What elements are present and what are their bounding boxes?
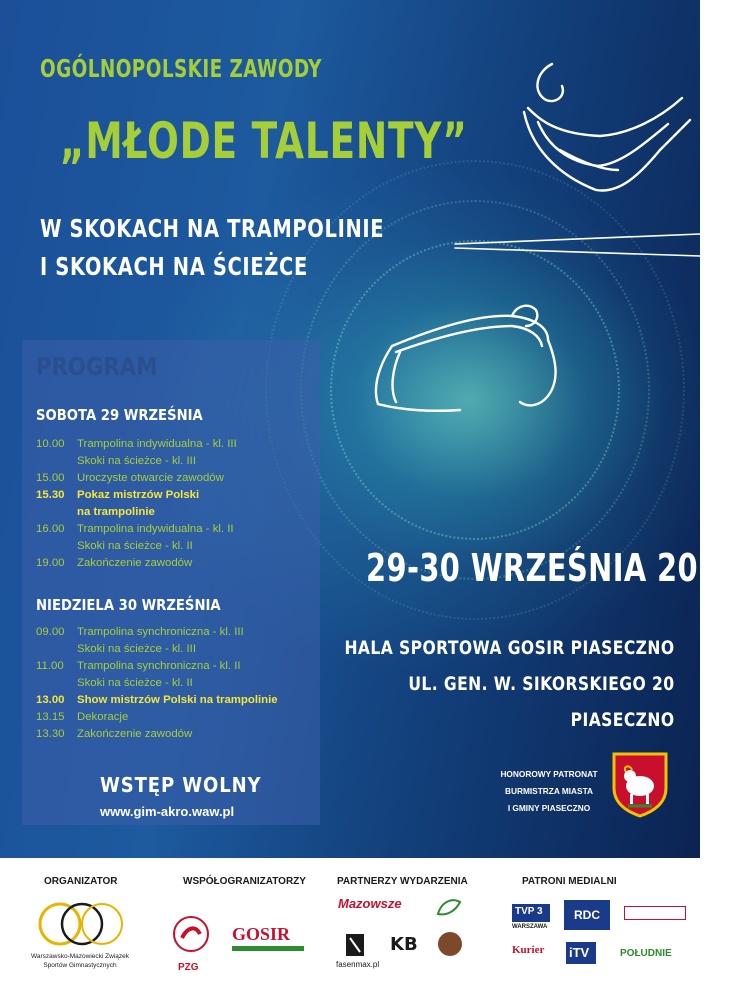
schedule-text: Trampolina synchroniczna - kl. III Skoki na ścieżce - kl. III [77,626,244,655]
schedule-text: Trampolina indywidualna - kl. II Skoki na ścieżce - kl. II [77,523,234,552]
pzg-logo-text: PZG [178,962,199,973]
schedule-item [36,658,316,692]
event-date: 29-30 WRZEŚNIA 2018 [366,546,739,590]
headline-title: „MŁODE TALENTY” [60,112,468,170]
venue-line: HALA SPORTOWA GOSIR PIASECZNO [343,637,674,659]
tvp3-sublabel: WARSZAWA [512,924,548,930]
schedule-text: Uroczyste otwarcie zawodów [77,472,224,484]
schedule-item [36,470,316,487]
venue-block [344,630,674,738]
free-entry-label: WSTĘP WOLNY [100,773,262,797]
schedule-time: 10.00 [36,438,65,450]
fasenmax-logo-icon [344,932,366,958]
sunday-schedule [36,624,316,743]
schedule-time: 13.00 [36,694,65,706]
piaseczno-crest-icon [612,752,668,818]
organizer-heading: ORGANIZATOR [44,876,118,887]
sponsors-strip [0,858,700,990]
schedule-item [36,436,316,470]
schedule-time: 19.00 [36,557,65,569]
program-panel [22,340,320,825]
partners-heading: PARTNERZY WYDARZENIA [337,876,468,887]
brown-round-logo-icon [436,930,464,958]
gazeta-logo-box [624,906,686,920]
partner-leaf-icon [434,894,464,920]
svg-text:KB: KB [390,934,418,955]
saturday-heading: SOBOTA 29 WRZEŚNIA [36,406,203,424]
patron-line: BURMISTRZA MIASTA [504,786,594,796]
schedule-item [36,726,316,743]
mazowsze-logo: Mazowsze [338,896,402,911]
patron-line: I GMINY PIASECZNO [507,803,591,813]
kb-logo-icon [388,932,428,956]
schedule-text: Zakończenie zawodów [77,728,193,740]
website-link[interactable]: www.gim-akro.waw.pl [100,804,235,819]
headline-subtitle [40,210,384,286]
venue-line: UL. GEN. W. SIKORSKIEGO 20 [407,673,674,695]
schedule-item [36,624,316,658]
fasenmax-logo: fasenmax.pl [336,960,380,969]
venue-line: PIASECZNO [570,709,674,731]
itv-logo: iTV [569,945,590,960]
sunday-heading: NIEDZIELA 30 WRZEŚNIA [36,596,221,614]
schedule-text: Pokaz mistrzów Polski na trampolinie [77,489,200,518]
honorary-patronage [487,766,611,817]
subtitle-line: W SKOKACH NA TRAMPOLINIE [40,214,385,243]
saturday-schedule [36,436,316,572]
schedule-time: 09.00 [36,626,65,638]
co-organizers-heading: WSPÓŁOGRANIZATORZY [183,876,306,887]
patron-line: HONOROWY PATRONAT [500,769,598,779]
schedule-text: Dekoracje [77,711,129,723]
schedule-item [36,555,316,572]
schedule-time: 11.00 [36,660,64,672]
schedule-text: Trampolina indywidualna - kl. III Skoki na ścieżce - kl. III [77,438,237,467]
schedule-time: 15.30 [36,489,65,501]
media-patrons-heading: PATRONI MEDIALNI [522,876,617,887]
gosir-underline [232,946,304,951]
subtitle-line: I SKOKACH NA ŚCIEŻCE [40,252,308,281]
pzg-logo-icon [170,914,212,964]
gosir-logo: GOSIR [232,924,291,944]
schedule-time: 13.15 [36,711,65,723]
schedule-text: Zakończenie zawodów [77,557,193,569]
schedule-item [36,487,316,521]
schedule-item [36,521,316,555]
schedule-item [36,709,316,726]
wmzsg-logo-icon [36,898,126,950]
schedule-text: Show mistrzów Polski na trampolinie [77,694,278,706]
kurier-logo: Kurier [512,944,545,956]
schedule-time: 16.00 [36,523,65,535]
schedule-time: 15.00 [36,472,65,484]
poludnie-logo: POŁUDNIE [620,948,672,959]
rdc-logo: RDC [574,908,600,922]
tvp3-logo: TVP 3 [515,906,543,917]
headline-competition: OGÓLNOPOLSKIE ZAWODY [40,54,322,83]
organizer-name: Warszawsko-Mazowiecki Związek Sportów Gimnastycznych [31,953,129,969]
program-title: PROGRAM [36,352,158,381]
schedule-item [36,692,316,709]
schedule-text: Trampolina synchroniczna - kl. II Skoki na ścieżce - kl. II [77,660,241,689]
schedule-time: 13.30 [36,728,65,740]
